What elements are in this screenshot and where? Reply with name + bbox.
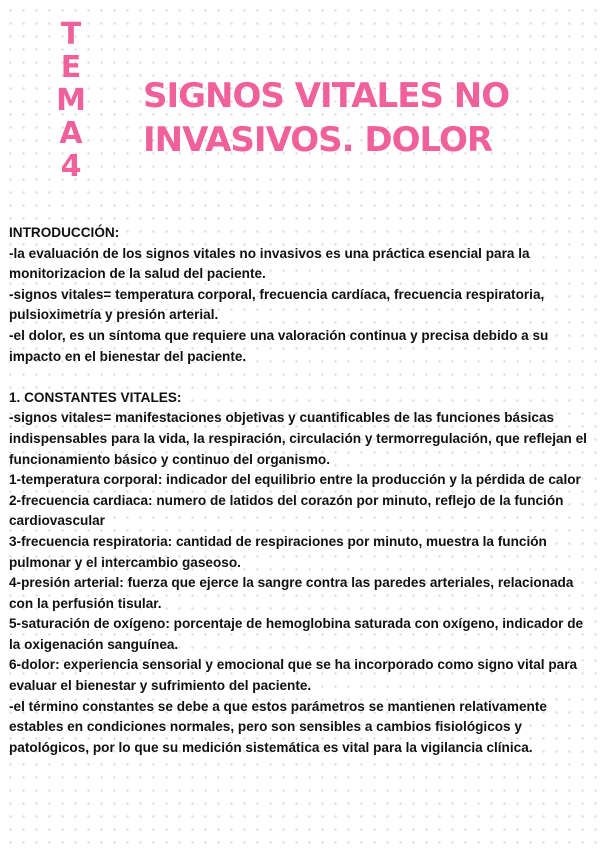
section-paragraph: -el término constantes se debe a que estos parámetros se mantienen relativamente estables en condiciones normales, pero son sensibles a cambios fisiológicos y patológicos, por lo que su medición sistemática es vital para la vigilancia clínica. — [9, 698, 547, 755]
notes-body — [9, 223, 597, 758]
intro-paragraph: -signos vitales= temperatura corporal, frecuencia cardíaca, frecuencia respiratoria, pulsioximetría y presión arterial. — [9, 286, 545, 323]
topic-letter: 4 — [60, 149, 82, 184]
topic-letter: T — [60, 17, 82, 52]
section-paragraph: 6-dolor: experiencia sensorial y emocional que se ha incorporado como signo vital para evaluar el bienestar y sufrimiento del paciente. — [9, 657, 578, 694]
intro-paragraph: -la evaluación de los signos vitales no invasivos es una práctica esencial para la monitorizacion de la salud del paciente. — [9, 245, 530, 282]
section-paragraph: -signos vitales= manifestaciones objetivas y cuantificables de las funciones básicas indispensables para la vida, la respiración, circulación y termorregulación, que reflejan el funcionamiento básico y continuo del organismo. — [9, 410, 587, 467]
section-spacer — [9, 367, 597, 388]
topic-letter: E — [60, 50, 82, 85]
page-title — [143, 74, 583, 162]
topic-number-vertical — [56, 18, 86, 183]
section-paragraph: 3-frecuencia respiratoria: cantidad de respiraciones por minuto, muestra la función pulmonar y el intercambio gaseoso. — [9, 533, 547, 570]
topic-letter: A — [59, 116, 83, 151]
page-title-line: INVASIVOS. DOLOR — [143, 120, 493, 160]
intro-heading: INTRODUCCIÓN: — [9, 225, 120, 240]
section-paragraph: 4-presión arterial: fuerza que ejerce la sangre contra las paredes arteriales, relacionada con la perfusión tisular. — [9, 575, 574, 611]
section-paragraph: 5-saturación de oxígeno: porcentaje de hemoglobina saturada con oxígeno, indicador de la oxigenación sanguínea. — [9, 616, 584, 652]
section-heading: 1. CONSTANTES VITALES: — [9, 389, 182, 405]
section-paragraph: 1-temperatura corporal: indicador del equilibrio entre la producción y la pérdida de calor — [9, 472, 581, 488]
page-title-line: SIGNOS VITALES NO — [143, 76, 510, 116]
intro-paragraph: -el dolor, es un síntoma que requiere una valoración continua y precisa debido a su impacto en el bienestar del paciente. — [9, 327, 549, 364]
topic-letter: M — [56, 83, 86, 118]
section-paragraph: 2-frecuencia cardiaca: numero de latidos del corazón por minuto, reflejo de la función cardiovascular — [9, 492, 564, 529]
